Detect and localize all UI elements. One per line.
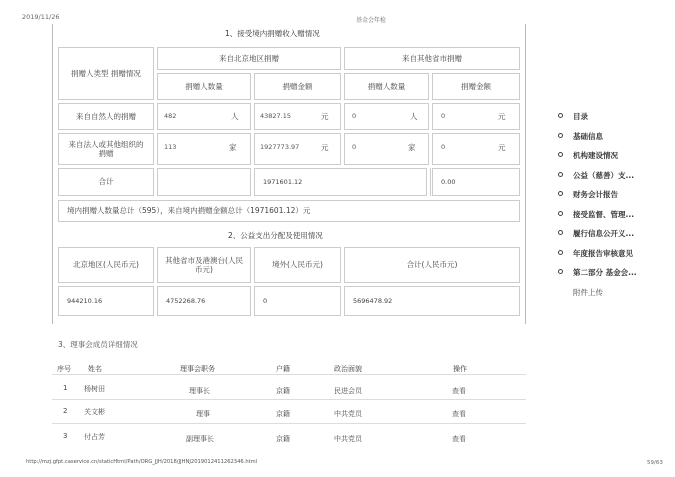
member-view-link[interactable]: 查看 <box>452 410 466 418</box>
nav-item-supervision[interactable] <box>558 209 637 229</box>
bullet-icon <box>558 191 563 196</box>
member-name: 杨树田 <box>84 385 105 393</box>
member-no: 2 <box>63 407 68 415</box>
spending-header-other: 其他省市及港澳台(人民币元) <box>157 247 251 283</box>
value-bj-count: 482 <box>164 112 177 120</box>
row-divider <box>52 374 526 375</box>
nav-item-org-building[interactable] <box>558 150 637 170</box>
footer-url: http://mzj.gfpt.caservice.cn/staticHtml/Path/ORG_JJH/2018/JJHNJ20190124112623​46.html <box>26 459 258 465</box>
member-role: 副理事长 <box>186 435 214 443</box>
value-other-amount: 0 <box>441 143 446 151</box>
cell-other-amount <box>432 103 520 130</box>
bullet-icon <box>558 211 563 216</box>
spending-header-abroad: 境外(人民币元) <box>254 247 341 283</box>
spending-value-beijing: 944210.16 <box>58 286 154 316</box>
nav-item-audit-opinion[interactable] <box>558 248 637 268</box>
value-bj-amount: 43827.15 <box>260 112 292 120</box>
nav-item-label: 机构建设情况 <box>573 151 618 160</box>
cell-other-count <box>344 133 429 165</box>
value-other-amount: 0 <box>441 112 446 120</box>
member-no: 1 <box>63 384 68 392</box>
members-header-name: 姓名 <box>88 365 102 373</box>
sub-header-count-bj: 捐赠人数量 <box>157 73 251 100</box>
nav-item-attachment[interactable] <box>558 287 637 307</box>
bullet-icon <box>558 269 563 274</box>
member-party: 中共党员 <box>334 410 362 418</box>
group-header-beijing: 来自北京地区捐赠 <box>157 47 341 70</box>
value-other-count: 0 <box>352 112 357 120</box>
unit-bj-count: 人 <box>231 112 239 121</box>
nav-item-label: 履行信息公开义... <box>573 229 635 238</box>
bullet-icon <box>558 172 563 177</box>
member-role: 理事 <box>196 410 210 418</box>
bullet-icon <box>558 133 563 138</box>
member-view-link[interactable]: 查看 <box>452 435 466 443</box>
member-role: 理事长 <box>189 387 210 395</box>
member-hukou: 京籍 <box>276 387 290 395</box>
unit-bj-amount: 元 <box>321 112 329 121</box>
nav-item-label: 第二部分 基金会... <box>573 268 637 277</box>
nav-item-label: 财务会计报告 <box>573 190 618 199</box>
unit-bj-count: 家 <box>229 143 237 152</box>
unit-bj-amount: 元 <box>321 143 329 152</box>
bullet-icon <box>558 250 563 255</box>
bullet-icon <box>558 230 563 235</box>
nav-item-finance[interactable] <box>558 189 637 209</box>
member-party: 民进会员 <box>334 387 362 395</box>
total-bj: 1971601.12 <box>254 168 427 196</box>
nav-item-disclosure[interactable] <box>558 228 637 248</box>
spending-value-total: 5696478.92 <box>344 286 520 316</box>
row-label-legal-person: 来自法人或其他组织的捐赠 <box>58 133 154 165</box>
members-header-action: 操作 <box>453 365 467 373</box>
header-date: 2019/11/26 <box>22 13 60 21</box>
nav-item-label: 附件上传 <box>573 287 603 297</box>
nav-item-toc[interactable] <box>558 111 637 131</box>
spending-value-other: 4752268.76 <box>157 286 251 316</box>
member-no: 3 <box>63 432 68 440</box>
nav-item-label: 公益（慈善）支... <box>573 170 635 180</box>
cell-other-amount <box>432 133 520 165</box>
sub-header-amount-bj: 捐赠金额 <box>254 73 341 100</box>
member-name: 付占芳 <box>84 433 105 441</box>
page-number: 59/63 <box>647 460 663 466</box>
unit-other-count: 家 <box>408 143 416 152</box>
member-party: 中共党员 <box>334 435 362 443</box>
member-view-link[interactable]: 查看 <box>452 387 466 395</box>
row-divider <box>52 399 526 400</box>
nav-item-charity[interactable] <box>558 170 637 190</box>
spending-header-beijing: 北京地区(人民币元) <box>58 247 154 283</box>
unit-other-amount: 元 <box>498 112 506 121</box>
total-cell-blank <box>430 168 431 196</box>
spending-value-abroad: 0 <box>254 286 341 316</box>
col-type-header: 捐赠人类型 捐赠情况 <box>58 47 154 100</box>
report-document <box>52 24 526 324</box>
members-header-hukou: 户籍 <box>276 365 290 373</box>
nav-item-label: 基础信息 <box>573 131 603 141</box>
spending-header-total: 合计(人民币元) <box>344 247 520 283</box>
value-other-count: 0 <box>352 143 357 151</box>
nav-item-label: 接受监督、管理... <box>573 209 635 219</box>
bullet-icon <box>558 113 563 118</box>
value-bj-amount: 1927773.97 <box>260 143 300 151</box>
total-other: 0.00 <box>432 168 520 196</box>
toc-nav <box>558 111 637 306</box>
total-cell-blank <box>157 168 251 196</box>
unit-other-count: 人 <box>410 112 418 121</box>
section-title-members: 3、理事会成员详细情况 <box>58 340 138 349</box>
member-hukou: 京籍 <box>276 410 290 418</box>
nav-item-label: 目录 <box>573 112 588 121</box>
row-label-natural-person: 来自自然人的捐赠 <box>58 103 154 130</box>
section-title-spending: 2、公益支出分配及使用情况 <box>228 231 323 240</box>
section-title-donation: 1、接受境内捐赠收入赠情况 <box>225 29 320 38</box>
members-header-party: 政治面貌 <box>334 365 362 373</box>
header-title: 基金会年检 <box>356 17 387 24</box>
sub-header-count-other: 捐赠人数量 <box>344 73 429 100</box>
value-bj-count: 113 <box>164 143 177 151</box>
members-header-role: 理事会职务 <box>180 365 215 373</box>
nav-item-label: 年度报告审核意见 <box>573 248 633 258</box>
member-name: 关文彬 <box>84 408 105 416</box>
group-header-other: 来自其他省市捐赠 <box>344 47 520 70</box>
bullet-icon <box>558 152 563 157</box>
donation-summary: 境内捐赠人数量总计（595），来自境内捐赠金额总计（1971601.12）元 <box>58 200 520 222</box>
member-hukou: 京籍 <box>276 435 290 443</box>
total-label: 合计 <box>58 168 154 196</box>
row-divider <box>52 423 526 424</box>
nav-item-basic-info[interactable] <box>558 131 637 151</box>
members-header-no: 序号 <box>57 365 71 373</box>
nav-item-part-two[interactable] <box>558 267 637 287</box>
sub-header-amount-other: 捐赠金额 <box>432 73 520 100</box>
unit-other-amount: 元 <box>498 143 506 152</box>
